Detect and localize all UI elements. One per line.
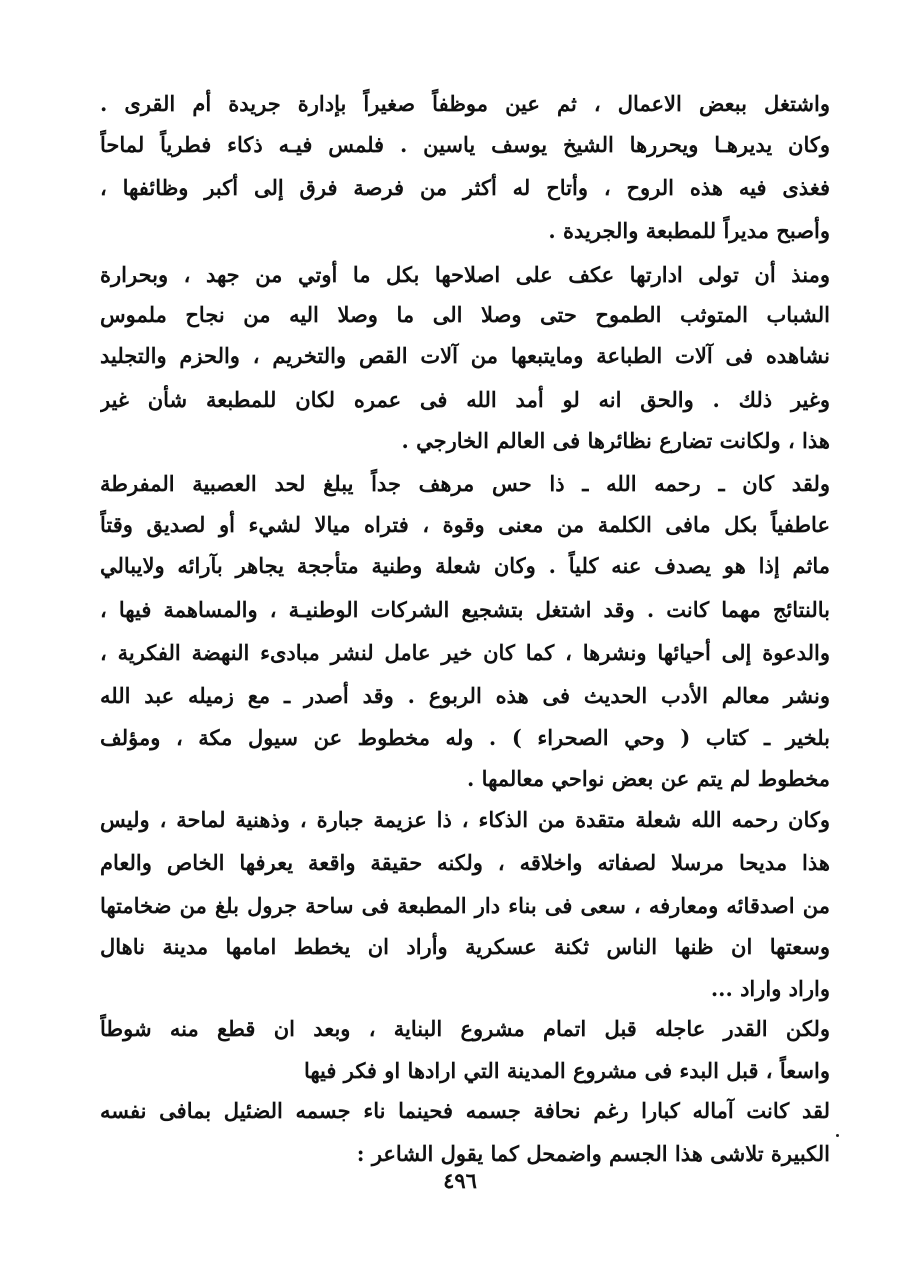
text-line: ولقد كان ـ رحمه الله ـ ذا حس مرهف جداً يبلغ لحد العصبية المفرطة xyxy=(100,471,830,496)
text-line: واشتغل ببعض الاعمال ، ثم عين موظفاً صغيراً بإدارة جريدة أم القرى . xyxy=(100,91,830,116)
text-line: الشباب المتوثب الطموح حتى وصلا الى ما وصلا اليه من نجاح ملموس xyxy=(100,302,830,327)
text-line: نشاهده فى آلات الطباعة ومايتبعها من آلات القص والتخريم ، والحزم والتجليد xyxy=(100,343,830,368)
text-line: الكبيرة تلاشى هذا الجسم واضمحل كما يقول الشاعر : xyxy=(356,1141,830,1166)
text-line: هذا ، ولكانت تضارع نظائرها فى العالم الخارجي . xyxy=(401,428,830,453)
text-line: هذا مديحا مرسلا لصفاته واخلاقه ، ولكنه حقيقة واقعة يعرفها الخاص والعام xyxy=(100,850,830,875)
text-line: وسعتها ان ظنها الناس ثكنة عسكرية وأراد ان يخطط امامها مدينة ناهال xyxy=(100,934,830,959)
text-line: عاطفياً بكل مافى الكلمة من معنى وقوة ، فتراه ميالا لشيء أو لصديق وقتاً xyxy=(100,512,830,537)
text-line: واراد واراد ... xyxy=(710,976,830,1001)
text-line: ولكن القدر عاجله قبل اتمام مشروع البناية ، وبعد ان قطع منه شوطاً xyxy=(100,1016,830,1041)
page-number: ٤٩٦ xyxy=(443,1168,477,1193)
text-line: مخطوط لم يتم عن بعض نواحي معالمها . xyxy=(467,766,830,791)
text-line: وكان يديرهـا ويحررها الشيخ يوسف ياسين . فلمس فيـه ذكاء فطرياً لماحاً xyxy=(100,132,830,157)
text-line: لقد كانت آماله كبارا رغم نحافة جسمه فحينما ناء جسمه الضئيل بمافى نفسه xyxy=(100,1098,830,1123)
text-line: وغير ذلك . والحق انه لو أمد الله فى عمره لكان للمطبعة شأن غير xyxy=(100,387,830,412)
text-line: واسعاً ، قبل البدء فى مشروع المدينة التي ارادها او فكر فيها xyxy=(303,1058,830,1083)
text-line: ونشر معالم الأدب الحديث فى هذه الربوع . وقد أصدر ـ مع زميله عبد الله xyxy=(100,683,830,708)
text-line: فغذى فيه هذه الروح ، وأتاح له أكثر من فرصة فرق إلى أكبر وظائفها ، xyxy=(100,175,830,200)
text-line: وكان رحمه الله شعلة متقدة من الذكاء ، ذا عزيمة جبارة ، وذهنية لماحة ، وليس xyxy=(100,807,830,832)
text-line: بالنتائج مهما كانت . وقد اشتغل بتشجيع الشركات الوطنيـة ، والمساهمة فيها ، xyxy=(100,597,830,622)
text-line: ماثم إذا هو يصدف عنه كلياً . وكان شعلة وطنية متأججة يجاهر بآرائه ولايبالي xyxy=(100,553,830,578)
text-line: بلخير ـ كتاب ( وحي الصحراء ) . وله مخطوط عن سيول مكة ، ومؤلف xyxy=(100,725,830,750)
text-line: والدعوة إلى أحيائها ونشرها ، كما كان خير عامل لنشر مبادىء النهضة الفكرية ، xyxy=(100,640,830,665)
scan-speck xyxy=(836,1134,839,1137)
text-line: وأصبح مديراً للمطبعة والجريدة . xyxy=(548,218,830,243)
text-line: ومنذ أن تولى ادارتها عكف على اصلاحها بكل ما أوتي من جهد ، وبحرارة xyxy=(100,262,830,287)
text-line: من اصدقائه ومعارفه ، سعى فى بناء دار المطبعة فى ساحة جرول بلغ من ضخامتها xyxy=(100,893,830,918)
